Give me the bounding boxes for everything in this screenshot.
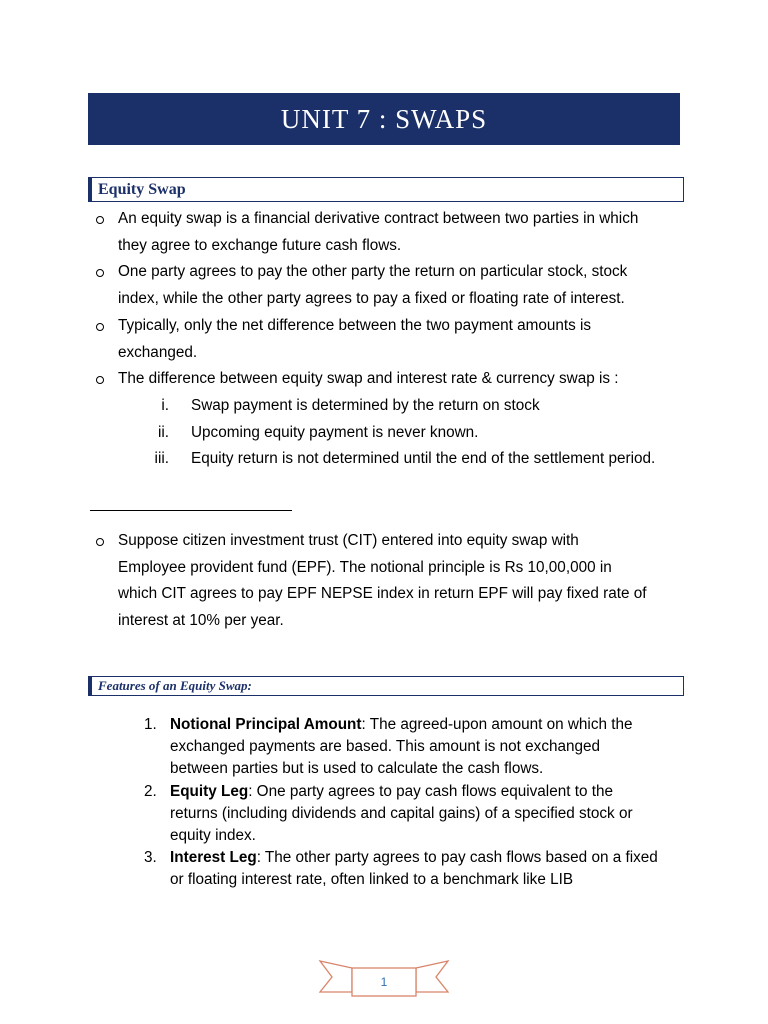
item-number: 3. <box>144 849 157 867</box>
feature-text: between parties but is used to calculate the cash flows. <box>170 760 544 778</box>
example-line: Suppose citizen investment trust (CIT) entered into equity swap with <box>118 532 579 549</box>
list-item <box>94 313 694 366</box>
example-line: interest at 10% per year. <box>118 612 284 630</box>
roman-numeral-list <box>118 393 694 473</box>
example-line: Employee provident fund (EPF). The notional principle is Rs 10,00,000 in <box>118 558 612 576</box>
circle-bullet-icon <box>96 216 104 224</box>
feature-text: returns (including dividends and capital gains) of a specified stock or <box>170 804 633 822</box>
bullet-line: Typically, only the net difference between the two payment amounts is <box>118 316 592 334</box>
bullet-line: index, while the other party agrees to pay a fixed or floating rate of interest. <box>118 290 625 308</box>
feature-text: : The other party agrees to pay cash flows based on a fixed <box>256 849 658 867</box>
feature-term: Interest Leg <box>170 849 257 867</box>
feature-text: or floating interest rate, often linked to a benchmark like LIB <box>170 871 574 889</box>
list-item-text: Swap payment is determined by the return on stock <box>191 396 540 414</box>
feature-text: equity index. <box>170 827 256 845</box>
circle-bullet-icon <box>96 269 104 277</box>
roman-numeral: i. <box>161 396 169 414</box>
feature-term: Notional Principal Amount <box>170 716 362 733</box>
list-item <box>94 206 694 259</box>
page-title: UNIT 7 : SWAPS <box>88 93 680 145</box>
page-number: 1 <box>380 975 388 989</box>
list-item-text: Equity return is not determined until the end of the settlement period. <box>191 450 656 468</box>
list-item-text: Upcoming equity payment is never known. <box>191 423 479 441</box>
list-item <box>94 259 694 312</box>
circle-bullet-icon <box>96 323 104 331</box>
features-numbered-list <box>144 714 684 892</box>
bullet-line: An equity swap is a financial derivative contract between two parties in which <box>118 210 639 227</box>
circle-bullet-icon <box>96 538 104 546</box>
roman-numeral: ii. <box>157 423 169 441</box>
list-item <box>94 528 694 635</box>
feature-text: : The agreed-upon amount on which the <box>361 716 633 733</box>
example-line: which CIT agrees to pay EPF NEPSE index in return EPF will pay fixed rate of <box>118 585 647 603</box>
list-item <box>94 366 694 473</box>
list-item <box>144 847 684 891</box>
roman-numeral: iii. <box>154 450 169 468</box>
list-item <box>144 714 684 781</box>
section-heading-features: Features of an Equity Swap: <box>88 676 684 696</box>
list-item <box>118 420 694 447</box>
bullet-line: The difference between equity swap and interest rate & currency swap is : <box>118 370 619 388</box>
feature-text: : One party agrees to pay cash flows equivalent to the <box>248 782 613 800</box>
feature-term: Equity Leg <box>170 782 249 800</box>
list-item <box>118 446 694 473</box>
circle-bullet-icon <box>96 376 104 384</box>
example-bullet-list <box>94 528 694 635</box>
bullet-line: they agree to exchange future cash flows. <box>118 236 402 254</box>
item-number: 2. <box>144 782 157 800</box>
list-item <box>144 781 684 848</box>
divider <box>90 510 292 511</box>
equity-swap-bullet-list <box>94 206 694 473</box>
bullet-line: One party agrees to pay the other party the return on particular stock, stock <box>118 263 628 281</box>
item-number: 1. <box>144 716 157 733</box>
bullet-line: exchanged. <box>118 343 198 361</box>
section-heading-equity-swap: Equity Swap <box>88 177 684 202</box>
feature-text: exchanged payments are based. This amount is not exchanged <box>170 738 601 756</box>
list-item <box>118 393 694 420</box>
